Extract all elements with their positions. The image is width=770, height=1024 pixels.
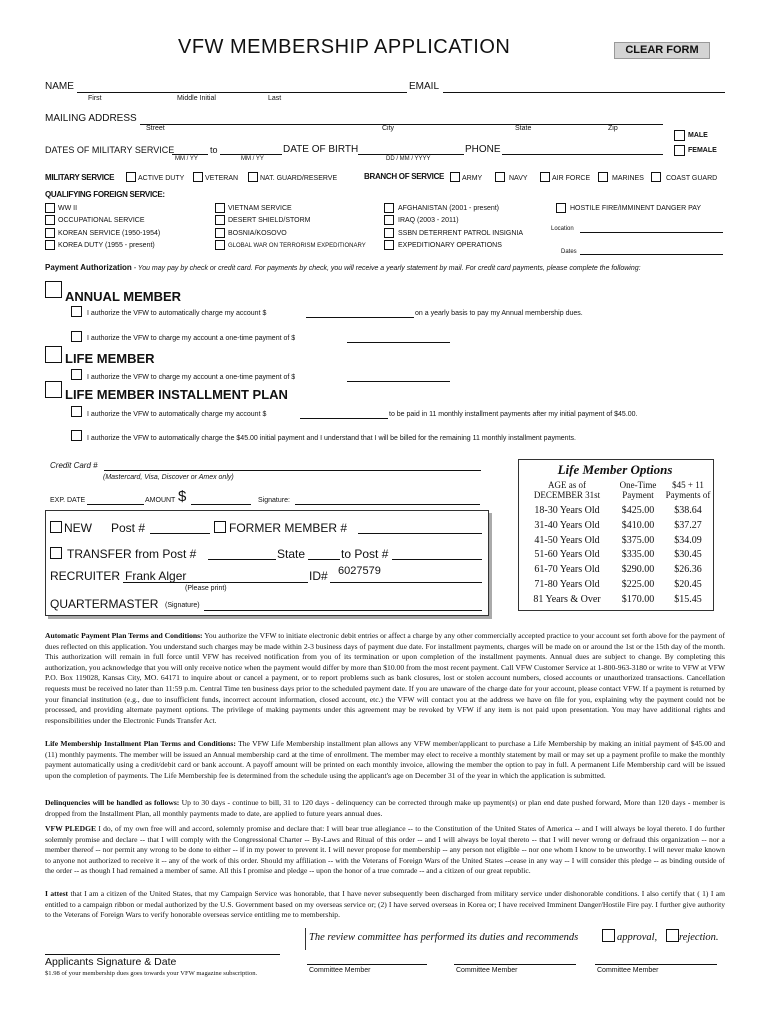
afghanistan-label: AFGHANISTAN (2001 - present) xyxy=(398,205,500,212)
expeditionary-label: EXPEDITIONARY OPERATIONS xyxy=(398,242,502,249)
active-duty-checkbox[interactable] xyxy=(126,172,136,182)
to-post-field[interactable] xyxy=(392,559,482,560)
middle-sublabel: Middle Initial xyxy=(177,95,216,102)
mailing-address-label: MAILING ADDRESS xyxy=(45,113,137,124)
header-installment: $45 + 11 Payments of xyxy=(665,480,711,500)
installment-auto-checkbox[interactable] xyxy=(71,406,82,417)
life-onetime-text: I authorize the VFW to charge my account a one-time payment of $ xyxy=(87,374,296,381)
expeditionary-checkbox[interactable] xyxy=(384,240,394,250)
city-sublabel: City xyxy=(382,125,395,132)
installment-auto-amount[interactable] xyxy=(300,418,388,419)
female-label: FEMALE xyxy=(688,147,717,154)
nat-guard-checkbox[interactable] xyxy=(248,172,258,182)
service-to-field[interactable] xyxy=(220,154,282,155)
dates-field[interactable] xyxy=(580,254,723,255)
email-field[interactable] xyxy=(443,92,725,93)
exp-date-field[interactable] xyxy=(87,504,144,505)
quartermaster-sig-label: (Signature) xyxy=(165,602,200,609)
please-print: (Please print) xyxy=(185,585,227,592)
amount-dollar: $ xyxy=(178,488,187,505)
annual-auto-amount[interactable] xyxy=(306,317,414,318)
table-row: 41-50 Years Old $375.00 $34.09 xyxy=(534,534,702,546)
annual-member-title: ANNUAL MEMBER xyxy=(65,289,182,304)
vfw-pledge: VFW PLEDGE I do, of my own free will and accord, solemnly promise and declare that: I will bear true allegiance -- to the Constitution of the United States of America -- and I will always be loyal thereto. I do further solemnly promise and declare -- that I will comply with the Congressional Charter -- By-Laws and Ritual of this order -- and I will always be loyal thereto -- that I will never wrong or defraud this organization -- nor a member thereof -- nor permit any wrong to be done to either -- if in my power to prevent it. I will never propose for membership -- any person not eligible -- nor one whom I know to be unworthy. I will never make known to anyone not authorized to receive it -- any of the work of this order. Should my affiliation -- with the Veterans of Foreign Wars of the United States --cease in any way -- I will consider this pledge -- as binding outside of the order -- as though I had remained a member of same. All this I promise and pledge -- upon the honor of a true comrade -- and a citizen of our great republic. xyxy=(45,824,725,876)
annual-onetime-amount[interactable] xyxy=(347,342,450,343)
life-options-rows xyxy=(522,504,714,608)
air-force-label: AIR FORCE xyxy=(552,175,591,182)
rejection-label: rejection. xyxy=(679,932,719,943)
annual-auto-checkbox[interactable] xyxy=(71,306,82,317)
life-member-title: LIFE MEMBER xyxy=(65,351,155,366)
korean-service-checkbox[interactable] xyxy=(45,228,55,238)
annual-member-checkbox[interactable] xyxy=(45,281,62,298)
afghanistan-checkbox[interactable] xyxy=(384,203,394,213)
mm-yy-to: MM / YY xyxy=(241,156,264,162)
street-sublabel: Street xyxy=(146,125,165,132)
new-label: NEW xyxy=(64,521,92,535)
annual-onetime-text: I authorize the VFW to charge my account a one-time payment of $ xyxy=(87,335,296,342)
veteran-label: VETERAN xyxy=(205,175,239,182)
mailing-address-field[interactable] xyxy=(140,124,663,125)
last-sublabel: Last xyxy=(268,95,282,102)
table-row: 31-40 Years Old $410.00 $37.27 xyxy=(534,519,702,531)
committee-sig-3[interactable] xyxy=(595,964,717,965)
army-label: ARMY xyxy=(462,175,483,182)
hostile-fire-label: HOSTILE FIRE/IMMINENT DANGER PAY xyxy=(570,205,702,212)
nat-guard-label: NAT. GUARD/RESERVE xyxy=(260,175,338,182)
installment-initial-checkbox[interactable] xyxy=(71,430,82,441)
ssbn-checkbox[interactable] xyxy=(384,228,394,238)
active-duty-label: ACTIVE DUTY xyxy=(138,175,185,182)
coast-guard-checkbox[interactable] xyxy=(651,172,661,182)
iraq-label: IRAQ (2003 - 2011) xyxy=(398,217,459,224)
desert-storm-label: DESERT SHIELD/STORM xyxy=(228,217,311,224)
committee-member-label-3: Committee Member xyxy=(597,967,659,974)
applicant-signature-field[interactable] xyxy=(45,954,280,955)
recruiter-label: RECRUITER xyxy=(50,569,121,583)
first-sublabel: First xyxy=(88,95,102,102)
vietnam-label: VIETNAM SERVICE xyxy=(228,205,292,212)
rejection-checkbox[interactable] xyxy=(666,929,679,942)
hostile-fire-checkbox[interactable] xyxy=(556,203,566,213)
male-label: MALE xyxy=(688,132,708,139)
dates-service-label: DATES OF MILITARY SERVICE xyxy=(45,145,175,155)
bosnia-checkbox[interactable] xyxy=(215,228,225,238)
dob-format: DD / MM / YYYY xyxy=(386,156,431,162)
dob-label: DATE OF BIRTH xyxy=(283,144,359,155)
approval-checkbox[interactable] xyxy=(602,929,615,942)
marines-label: MARINES xyxy=(612,175,644,182)
amount-field[interactable] xyxy=(191,504,251,505)
email-label: EMAIL xyxy=(409,81,440,92)
payment-authorization xyxy=(45,263,641,272)
annual-onetime-checkbox[interactable] xyxy=(71,331,82,342)
veteran-checkbox[interactable] xyxy=(193,172,203,182)
id-value[interactable]: 6027579 xyxy=(338,565,381,577)
delinquency-terms: Delinquencies will be handled as follows: Up to 30 days - continue to bill, 31 to 120 days - delinquency can be corrected through make up payment(s) or plan end date pushed forward, More than 120 days - member is dropped from the Installment Plan, all monthly payments made to date, are applied to future years annual dues. xyxy=(45,798,725,818)
credit-card-label: Credit Card # xyxy=(50,461,98,470)
credit-card-field[interactable] xyxy=(104,470,481,471)
occupational-label: OCCUPATIONAL SERVICE xyxy=(58,217,145,224)
zip-sublabel: Zip xyxy=(608,125,618,132)
korea-duty-label: KOREA DUTY (1955 - present) xyxy=(58,242,155,249)
committee-member-label-1: Committee Member xyxy=(309,967,371,974)
male-checkbox[interactable] xyxy=(674,130,685,141)
navy-label: NAVY xyxy=(509,175,528,182)
installment-auto-text-b: to be paid in 11 monthly installment payments after my initial payment of $45.00. xyxy=(389,411,638,418)
applicant-signature-label: Applicants Signature & Date xyxy=(45,956,177,968)
credit-card-sublabel: (Mastercard, Visa, Discover or Amex only) xyxy=(103,474,234,481)
state-label: State xyxy=(277,547,306,561)
header-onetime: One-Time Payment xyxy=(619,480,657,500)
annual-auto-text-a: I authorize the VFW to automatically charge my account $ xyxy=(87,310,267,317)
former-member-label: FORMER MEMBER # xyxy=(229,521,348,535)
female-checkbox[interactable] xyxy=(674,145,685,156)
to-label: to xyxy=(210,145,218,155)
name-label: NAME xyxy=(45,81,74,92)
clear-form-button[interactable]: CLEAR FORM xyxy=(614,42,710,59)
name-field[interactable] xyxy=(77,92,407,93)
korean-service-label: KOREAN SERVICE (1950-1954) xyxy=(58,230,161,237)
transfer-post-field[interactable] xyxy=(208,559,276,560)
mm-yy-from: MM / YY xyxy=(175,156,198,162)
committee-member-label-2: Committee Member xyxy=(456,967,518,974)
dues-note: $1.98 of your membership dues goes towards your VFW magazine subscription. xyxy=(45,970,258,977)
coast-guard-label: COAST GUARD xyxy=(666,175,718,182)
korea-duty-checkbox[interactable] xyxy=(45,240,55,250)
former-member-checkbox[interactable] xyxy=(214,521,226,533)
air-force-checkbox[interactable] xyxy=(540,172,550,182)
payment-auth-text: - You may pay by check or credit card. For payments by check, you will receive a yearly statement by mail. For credit card payments, please complete the following: xyxy=(131,265,641,272)
bosnia-label: BOSNIA/KOSOVO xyxy=(228,230,287,237)
military-service-label: MILITARY SERVICE xyxy=(45,173,115,182)
table-row: 61-70 Years Old $290.00 $26.36 xyxy=(534,564,702,576)
signature-field[interactable] xyxy=(295,504,480,505)
life-onetime-amount[interactable] xyxy=(347,381,450,382)
table-row: 18-30 Years Old $425.00 $38.64 xyxy=(534,505,702,516)
life-options-header xyxy=(522,480,714,500)
life-options-table xyxy=(522,480,714,608)
location-field[interactable] xyxy=(580,232,723,233)
transfer-label: TRANSFER from Post # xyxy=(67,547,197,561)
installment-auto-text-a: I authorize the VFW to automatically charge my account $ xyxy=(87,411,267,418)
desert-storm-checkbox[interactable] xyxy=(215,215,225,225)
army-checkbox[interactable] xyxy=(450,172,460,182)
table-row: 71-80 Years Old $225.00 $20.45 xyxy=(534,578,702,590)
quartermaster-label: QUARTERMASTER xyxy=(50,597,159,611)
table-row: 81 Years & Over $170.00 $15.45 xyxy=(533,593,702,605)
dates-label: Dates xyxy=(561,249,577,255)
occupational-checkbox[interactable] xyxy=(45,215,55,225)
phone-label: PHONE xyxy=(465,144,501,155)
gwot-checkbox[interactable] xyxy=(215,240,225,250)
service-from-field[interactable] xyxy=(172,154,208,155)
transfer-checkbox[interactable] xyxy=(50,547,62,559)
annual-auto-text-b: on a yearly basis to pay my Annual membership dues. xyxy=(415,310,583,317)
ww2-checkbox[interactable] xyxy=(45,203,55,213)
state-field[interactable] xyxy=(308,559,340,560)
foreign-service-label: QUALIFYING FOREIGN SERVICE: xyxy=(45,190,165,199)
quartermaster-field[interactable] xyxy=(204,610,482,611)
state-sublabel: State xyxy=(515,125,532,132)
life-options-title: Life Member Options xyxy=(557,462,673,477)
phone-field[interactable] xyxy=(502,154,663,155)
navy-checkbox[interactable] xyxy=(495,172,505,182)
page-title: VFW MEMBERSHIP APPLICATION xyxy=(178,36,511,58)
payment-auth-title: Payment Authorization xyxy=(45,263,132,272)
life-onetime-checkbox[interactable] xyxy=(71,369,82,380)
header-age: AGE as of DECEMBER 31st xyxy=(533,480,601,500)
gwot-label: GLOBAL WAR ON TERRORISM EXPEDITIONARY xyxy=(228,243,366,249)
table-row: 51-60 Years Old $335.00 $30.45 xyxy=(534,549,702,561)
to-post-label: to Post # xyxy=(341,547,389,561)
branch-label: BRANCH OF SERVICE xyxy=(364,172,445,181)
post-field[interactable] xyxy=(150,533,210,534)
recruiter-name[interactable]: Frank Alger xyxy=(125,569,187,583)
former-member-field[interactable] xyxy=(358,533,482,534)
new-checkbox[interactable] xyxy=(50,521,62,533)
id-label: ID# xyxy=(309,569,328,583)
installment-initial-text: I authorize the VFW to automatically charge the $45.00 initial payment and I understand that I will be billed for the remaining 11 monthly installment payments. xyxy=(87,435,576,442)
marines-checkbox[interactable] xyxy=(598,172,608,182)
recruiter-field xyxy=(123,582,308,583)
dob-field[interactable] xyxy=(358,154,464,155)
iraq-checkbox[interactable] xyxy=(384,215,394,225)
exp-date-label: EXP. DATE xyxy=(50,497,86,504)
id-field xyxy=(330,582,482,583)
auto-payment-terms: Automatic Payment Plan Terms and Conditions: You authorize the VFW to initiate electronic debit entries or affect a charge by any other commercially accepted practice to your account set forth above for the payment of dues reflected on this application. You understand such charges may be made within 2-3 business days of payment due date. For installment payments, charges will be made on or around the 1st or the 15th day of the month. This authorization will remain in full force until VFW has received notification from you of its termination or upon completion of the installment payments. Annual dues are subject to change. By completing this authorization, you acknowledge that you will only receive notice when the payment would differ by more than $10.00 from the most recent payment. Call VFW Customer Service at 1-800-963-3180 or write to VFW at VFW P.O. Box 119028, Kansas City, MO. 64171 to inquire about or cancel a payment, or to report problems such as bank closures, lost or stolen account numbers, closed accounts or unauthorized transactions. Cancellation requests must be received no later than 11:59 p.m. Central Time ten business days prior to the scheduled payment date. If you are unaware of the charge date for your account, please contact VFW. If a payment is returned by your financial institution (e.g., due to insufficient funds, incorrect account information, closed account, etc.) the VFW will contact you at the address we have on file for you, explaining why the payment could not be processed, and providing alternate payment options. The privilege of making payments under this agreement may be revoked by VFW if any item is not paid upon presentation. You may have additional rights and responsibilities under the Electronic Funds Transfer Act. xyxy=(45,631,725,725)
location-label: Location xyxy=(551,226,574,232)
amount-label: AMOUNT xyxy=(145,497,176,504)
life-member-checkbox[interactable] xyxy=(45,346,62,363)
committee-sig-2[interactable] xyxy=(454,964,576,965)
committee-sig-1[interactable] xyxy=(307,964,427,965)
ww2-label: WW II xyxy=(58,205,78,212)
signature-label: Signature: xyxy=(258,497,290,504)
committee-text: The review committee has performed its duties and recommends xyxy=(309,932,579,943)
life-installment-terms: Life Membership Installment Plan Terms and Conditions: The VFW Life Membership installment plan allows any VFW member/applicant to purchase a Life Membership by making an initial payment of $45.00 and (11) monthly payments. The member will be issued an Annual membership card at the time of enrollment. The member may elect to receive a monthly statement by mail or may set up a payment profile to make the monthly payment automatically using a credit/debit card or bank account. A payoff amount will be printed on each monthly invoice, allowing the member the option to pay in full. A permanent Life Membership card will be issued upon the completion of payments. The Life Membership fee is determined from the schedule using the applicant's age on December 31 of the year in which the application is submitted. xyxy=(45,739,725,780)
attestation: I attest that I am a citizen of the United States, that my Campaign Service was honorable, that I have never subsequently been discharged from military service under dishonorable conditions. I also certify that ( 1) I am entitled to a campaign ribbon or medal authorized by the U.S. Government based on my overseas service or; (2) I have served overseas in Korea or; I have received Imminent Danger/Hostile Fire pay. I further give authority to the Veterans of Foreign Wars to verify honorable overseas service entitling me to membership. xyxy=(45,889,726,920)
vietnam-checkbox[interactable] xyxy=(215,203,225,213)
ssbn-label: SSBN DETERRENT PATROL INSIGNIA xyxy=(398,230,523,237)
installment-checkbox[interactable] xyxy=(45,381,62,398)
approval-label: approval, xyxy=(617,932,658,943)
installment-title: LIFE MEMBER INSTALLMENT PLAN xyxy=(65,387,288,402)
post-label: Post # xyxy=(111,521,146,535)
